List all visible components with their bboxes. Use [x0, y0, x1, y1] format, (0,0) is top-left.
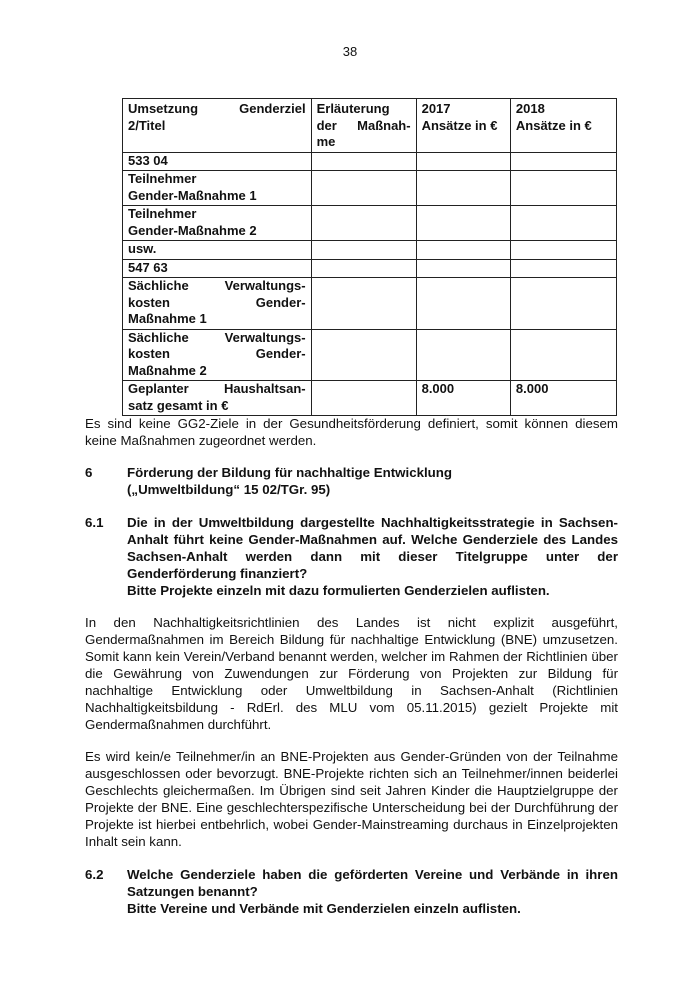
header-2017: 2017 Ansätze in € — [416, 99, 510, 153]
row-value-c2 — [311, 278, 416, 330]
section-6-2-number: 6.2 — [85, 867, 104, 882]
row-value-c4 — [510, 206, 616, 241]
paragraph-richtlinien: In den Nachhaltigkeitsrichtlinien des Landes ist nicht explizit ausgeführt, Gendermaßnahmen im Bereich Bildung für nachhaltige Entwicklung (BNE) umzusetzen. Somit kann kein Verein/Verband benannt werden, welcher im Rahmen der Richtlinien über die Gewährung von Zuwendungen zur Förderung von Projekten zur Bildung für nachhaltige Entwicklung oder Umweltbildung in Sachsen-Anhalt (Richtlinien Nachhaltigkeitsbildung - RdErl. des MLU vom 05.11.2015) gezielt Projekte mit Gendermaßnahmen durchführt. — [85, 615, 618, 732]
table-row — [123, 241, 617, 260]
row-value-c3 — [416, 152, 510, 171]
section-6-subtitle: („Umweltbildung“ 15 02/TGr. 95) — [127, 482, 331, 497]
row-value-c3 — [416, 206, 510, 241]
row-value-c4: 8.000 — [510, 381, 616, 416]
row-label: usw. — [123, 241, 312, 260]
table-row — [123, 206, 617, 241]
row-label: Geplanter Haushaltsan- satz gesamt in € — [123, 381, 312, 416]
row-label: Sächliche Verwaltungs- kosten Gender- Maßnahme 2 — [123, 329, 312, 381]
row-value-c4 — [510, 259, 616, 278]
section-6-1-heading — [85, 514, 618, 599]
table-row — [123, 329, 617, 381]
table-header-row — [123, 99, 617, 153]
row-value-c2 — [311, 206, 416, 241]
section-6-1-number: 6.1 — [85, 515, 104, 530]
header-umsetzung: Umsetzung Genderziel 2/Titel — [123, 99, 312, 153]
row-value-c2 — [311, 171, 416, 206]
table-row — [123, 278, 617, 330]
row-label: 533 04 — [123, 152, 312, 171]
section-6-2-question: Welche Genderziele haben die geförderten Vereine und Verbände in ihren Satzungen benannt? — [127, 867, 618, 899]
row-label: 547 63 — [123, 259, 312, 278]
section-6-2-heading — [85, 866, 618, 917]
paragraph-teilnehmer: Es wird kein/e Teilnehmer/in an BNE-Projekten aus Gender-Gründen von der Teilnahme ausgeschlossen oder bevorzugt. BNE-Projekte richten sich an Teilnehmer/innen beiderlei Geschlechts gleichermaßen. Im Übrigen sind seit Jahren Kinder die Hauptzielgruppe der Projekte der BNE. Eine geschlechterspezifische Unterscheidung bei der Durchführung der Projekte ist hierbei entbehrlich, wobei Gender-Mainstreaming durchaus in Einzelprojekten Inhalt sein kann. — [85, 749, 618, 849]
table-row — [123, 381, 617, 416]
row-value-c3 — [416, 171, 510, 206]
table-row — [123, 152, 617, 171]
header-erlaeuterung: Erläuterung der Maßnah- me — [311, 99, 416, 153]
row-value-c4 — [510, 329, 616, 381]
row-value-c2 — [311, 381, 416, 416]
row-value-c3 — [416, 241, 510, 260]
section-6-title: Förderung der Bildung für nachhaltige Entwicklung — [127, 465, 453, 480]
row-value-c2 — [311, 241, 416, 260]
paragraph-gg2: Es sind keine GG2-Ziele in der Gesundheitsförderung definiert, somit können diesem keine Maßnahmen zugeordnet werden. — [85, 416, 618, 448]
row-value-c3 — [416, 259, 510, 278]
page-number: 38 — [342, 44, 358, 59]
row-value-c4 — [510, 152, 616, 171]
row-label: Teilnehmer Gender-Maßnahme 1 — [123, 171, 312, 206]
section-6-1-question: Die in der Umweltbildung dargestellte Nachhaltigkeitsstrategie in Sachsen- Anhalt führt keine Gender-Maßnahmen auf. Welche Genderziele des Landes Sachsen-Anhalt werden dann mit dieser Titelgruppe unter der Genderförderung finanziert? — [127, 515, 618, 581]
section-6-2-request: Bitte Vereine und Verbände mit Genderzielen einzeln auflisten. — [127, 901, 521, 916]
row-value-c4 — [510, 241, 616, 260]
row-value-c2 — [311, 259, 416, 278]
row-value-c3: 8.000 — [416, 381, 510, 416]
row-value-c3 — [416, 329, 510, 381]
header-2018: 2018 Ansätze in € — [510, 99, 616, 153]
row-label: Teilnehmer Gender-Maßnahme 2 — [123, 206, 312, 241]
row-value-c4 — [510, 171, 616, 206]
section-6-1-request: Bitte Projekte einzeln mit dazu formulierten Genderzielen auflisten. — [127, 583, 550, 598]
row-value-c4 — [510, 278, 616, 330]
row-label: Sächliche Verwaltungs- kosten Gender- Maßnahme 1 — [123, 278, 312, 330]
row-value-c2 — [311, 329, 416, 381]
table-row — [123, 171, 617, 206]
budget-table — [122, 98, 617, 416]
row-value-c3 — [416, 278, 510, 330]
row-value-c2 — [311, 152, 416, 171]
section-6-heading — [85, 464, 618, 498]
section-6-number: 6 — [85, 465, 93, 480]
table-row — [123, 259, 617, 278]
